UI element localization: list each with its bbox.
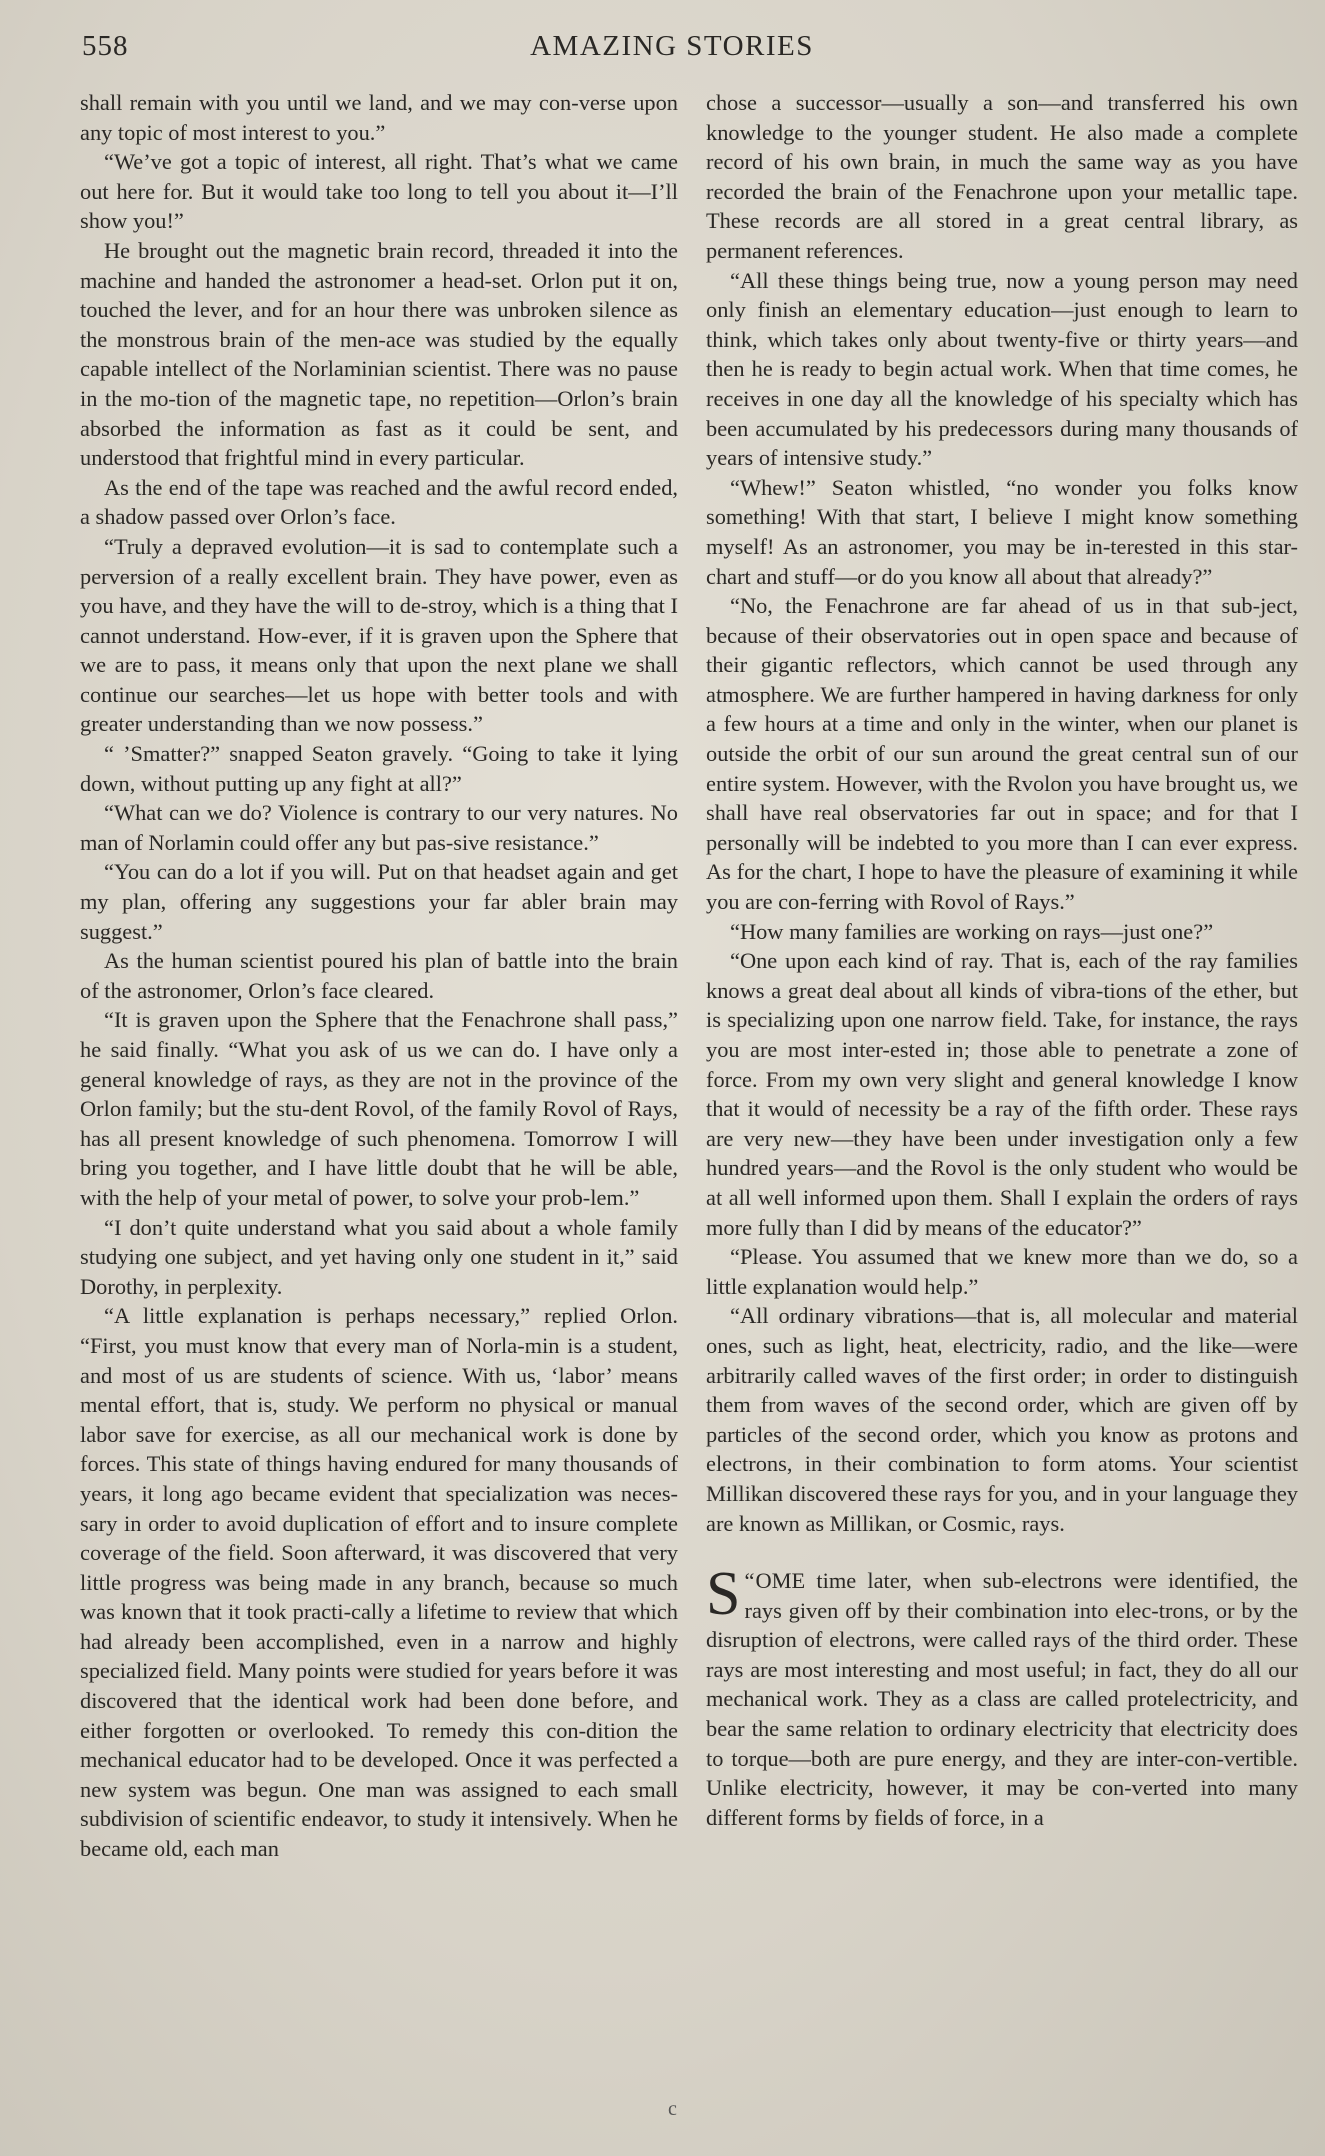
paragraph: “You can do a lot if you will. Put on that headset again and get my plan, offering any suggestions your far abler brain may suggest.” [80, 859, 678, 944]
paragraph: “All these things being true, now a young person may need only finish an elementary education—just enough to learn to think, which takes only about twenty-five or thirty years—and then he is ready to begin actual work. When that time comes, he receives in one day all the knowledge of his specialty which has been accumulated by his predecessors during many thousands of years of intensive study.” [706, 267, 1298, 471]
paragraph: “No, the Fenachrone are far ahead of us in that sub-ject, because of their observatories out in open space and because of their gigantic reflectors, which cannot be used through any atmosphere. We are further hampered in having darkness for only a few hours at a time and only in the winter, when our planet is outside the orbit of our sun around the great central sun of our entire system. However, with the Rvolon you have brought us, we shall have real observatories far out in space; and for that I personally will be indebted to you more than I can ever express. As for the chart, I hope to have the pleasure of examining it while you are con-ferring with Rovol of Rays.” [706, 593, 1298, 915]
section-opening-paragraph [706, 1560, 1298, 1832]
running-head: AMAZING STORIES [530, 30, 814, 62]
paragraph: chose a successor—usually a son—and transferred his own knowledge to the younger student. He also made a complete record of his own brain, in much the same way as you have recorded the brain of the Fenachrone upon your metallic tape. These records are all stored in a great central library, as permanent references. [706, 90, 1298, 263]
paragraph: He brought out the magnetic brain record, threaded it into the machine and handed the astronomer a head-set. Orlon put it on, touched the lever, and for an hour there was unbroken silence as the monstrous brain of the men-ace was studied by the equally capable intellect of the Norlaminian scientist. There was no pause in the mo-tion of the magnetic tape, no repetition—Orlon’s brain absorbed the information as fast as it could be sent, and understood that frightful mind in every particular. [80, 237, 678, 471]
paragraph: “All ordinary vibrations—that is, all molecular and material ones, such as light, heat, electricity, radio, and the like—were arbitrarily called waves of the first order; in order to distinguish them from waves of the second order, which are given off by particles of the second order, which you know as protons and electrons, in their combination to form atoms. Your scientist Millikan discovered these rays for you, and in your language they are known as Millikan, or Cosmic, rays. [706, 1303, 1298, 1536]
paragraph: “I don’t quite understand what you said about a whole family studying one subject, and yet having only one student in it,” said Dorothy, in perplexity. [80, 1214, 678, 1299]
paragraph: “How many families are working on rays—just one?” [730, 918, 1214, 944]
paragraph: “Whew!” Seaton whistled, “no wonder you folks know something! With that start, I believe I might know something myself! As an astronomer, you may be in-terested in this star-chart and stuff—or do you know all about that already?” [706, 474, 1298, 589]
section-break [706, 1538, 1298, 1566]
paragraph: As the end of the tape was reached and the awful record ended, a shadow passed over Orlon’s face. [80, 474, 678, 530]
section-text: time later, when sub-electrons were identified, the rays given off by their combination into elec-trons, or by the disruption of electrons, were called rays of the third order. These rays are most interesting and most useful; in fact, they do all our mechanical work. They as a class are called protelectricity, and bear the same relation to ordinary electricity that electricity does to torque—both are pure energy, and they are inter-con-vertible. Unlike electricity, however, it may be con-verted into many different forms by fields of force, in a [706, 1568, 1298, 1830]
paragraph: “Please. You assumed that we knew more than we do, so a little explanation would help.” [706, 1244, 1298, 1299]
paragraph: “It is graven upon the Sphere that the Fenachrone shall pass,” he said finally. “What you ask of us we can do. I have only a general knowledge of rays, as they are not in the province of the Orlon family; but the stu-dent Rovol, of the family Rovol of Rays, has all present knowledge of such phenomena. Tomorrow I will bring you together, and I have little doubt that he will be able, with the help of your metal of power, to solve your prob-lem.” [80, 1007, 678, 1210]
paragraph: “We’ve got a topic of interest, all right. That’s what we came out here for. But it would take too long to tell you about it—I’ll show you!” [80, 149, 678, 234]
page-number: 558 [82, 30, 129, 62]
left-column [80, 88, 678, 1864]
paragraph: shall remain with you until we land, and we may con-verse upon any topic of most interest to you.” [80, 90, 678, 145]
paragraph: “ ’Smatter?” snapped Seaton gravely. “Going to take it lying down, without putting up any fight at all?” [80, 741, 678, 796]
first-word-rest: OME [755, 1568, 806, 1594]
paragraph: “Truly a depraved evolution—it is sad to contemplate such a perversion of a really excellent brain. They have power, even as you have, and they have the will to de-stroy, which is a thing that I cannot understand. How-ever, if it is graven upon the Sphere that we are to pass, it means only that upon the next plane we shall continue our searches—let us hope with better tools and with greater understanding than we now possess.” [80, 533, 678, 737]
opening-quote: “ [744, 1568, 755, 1594]
paragraph: “A little explanation is perhaps necessary,” replied Orlon. “First, you must know that every man of Norla-min is a student, and most of us are students of science. With us, ‘labor’ means mental effort, that is, study. We perform no physical or manual labor save for exercise, as all our mechanical work is done by forces. This state of things having endured for many thousands of years, it long ago became evident that specialization was neces-sary in order to avoid duplication of effort and to insure complete coverage of the field. Soon afterward, it was discovered that very little progress was being made in any branch, because so much was known that it took practi-cally a lifetime to review that which had already been accomplished, even in a narrow and highly specialized field. Many points were studied for years before it was discovered that the identical work had been done before, and either forgotten or overlooked. To remedy this con-dition the mechanical educator had to be developed. Once it was perfected a new system was begun. One man was assigned to each small subdivision of scientific endeavor, to study it intensively. When he became old, each man [80, 1303, 678, 1862]
paragraph: As the human scientist poured his plan of battle into the brain of the astronomer, Orlon’s face cleared. [80, 948, 678, 1003]
paragraph: “One upon each kind of ray. That is, each of the ray families knows a great deal about all kinds of vibra-tions of the ether, but is specializing upon one narrow field. Take, for instance, the rays you are most inter-ested in; those able to penetrate a zone of force. From my own very slight and general knowledge I know that it would of necessity be a ray of the fifth order. These rays are very new—they have been under investigation only a few hundred years—and the Rovol is the only student who would be at all well informed upon them. Shall I explain the orders of rays more fully than I did by means of the educator?” [706, 948, 1298, 1240]
drop-cap: S [706, 1560, 741, 1629]
page-header [82, 30, 1262, 70]
paragraph: “What can we do? Violence is contrary to our very natures. No man of Norlamin could offer any but pas-sive resistance.” [80, 800, 678, 855]
right-column [706, 88, 1298, 1832]
footer-mark: c [668, 2098, 677, 2120]
